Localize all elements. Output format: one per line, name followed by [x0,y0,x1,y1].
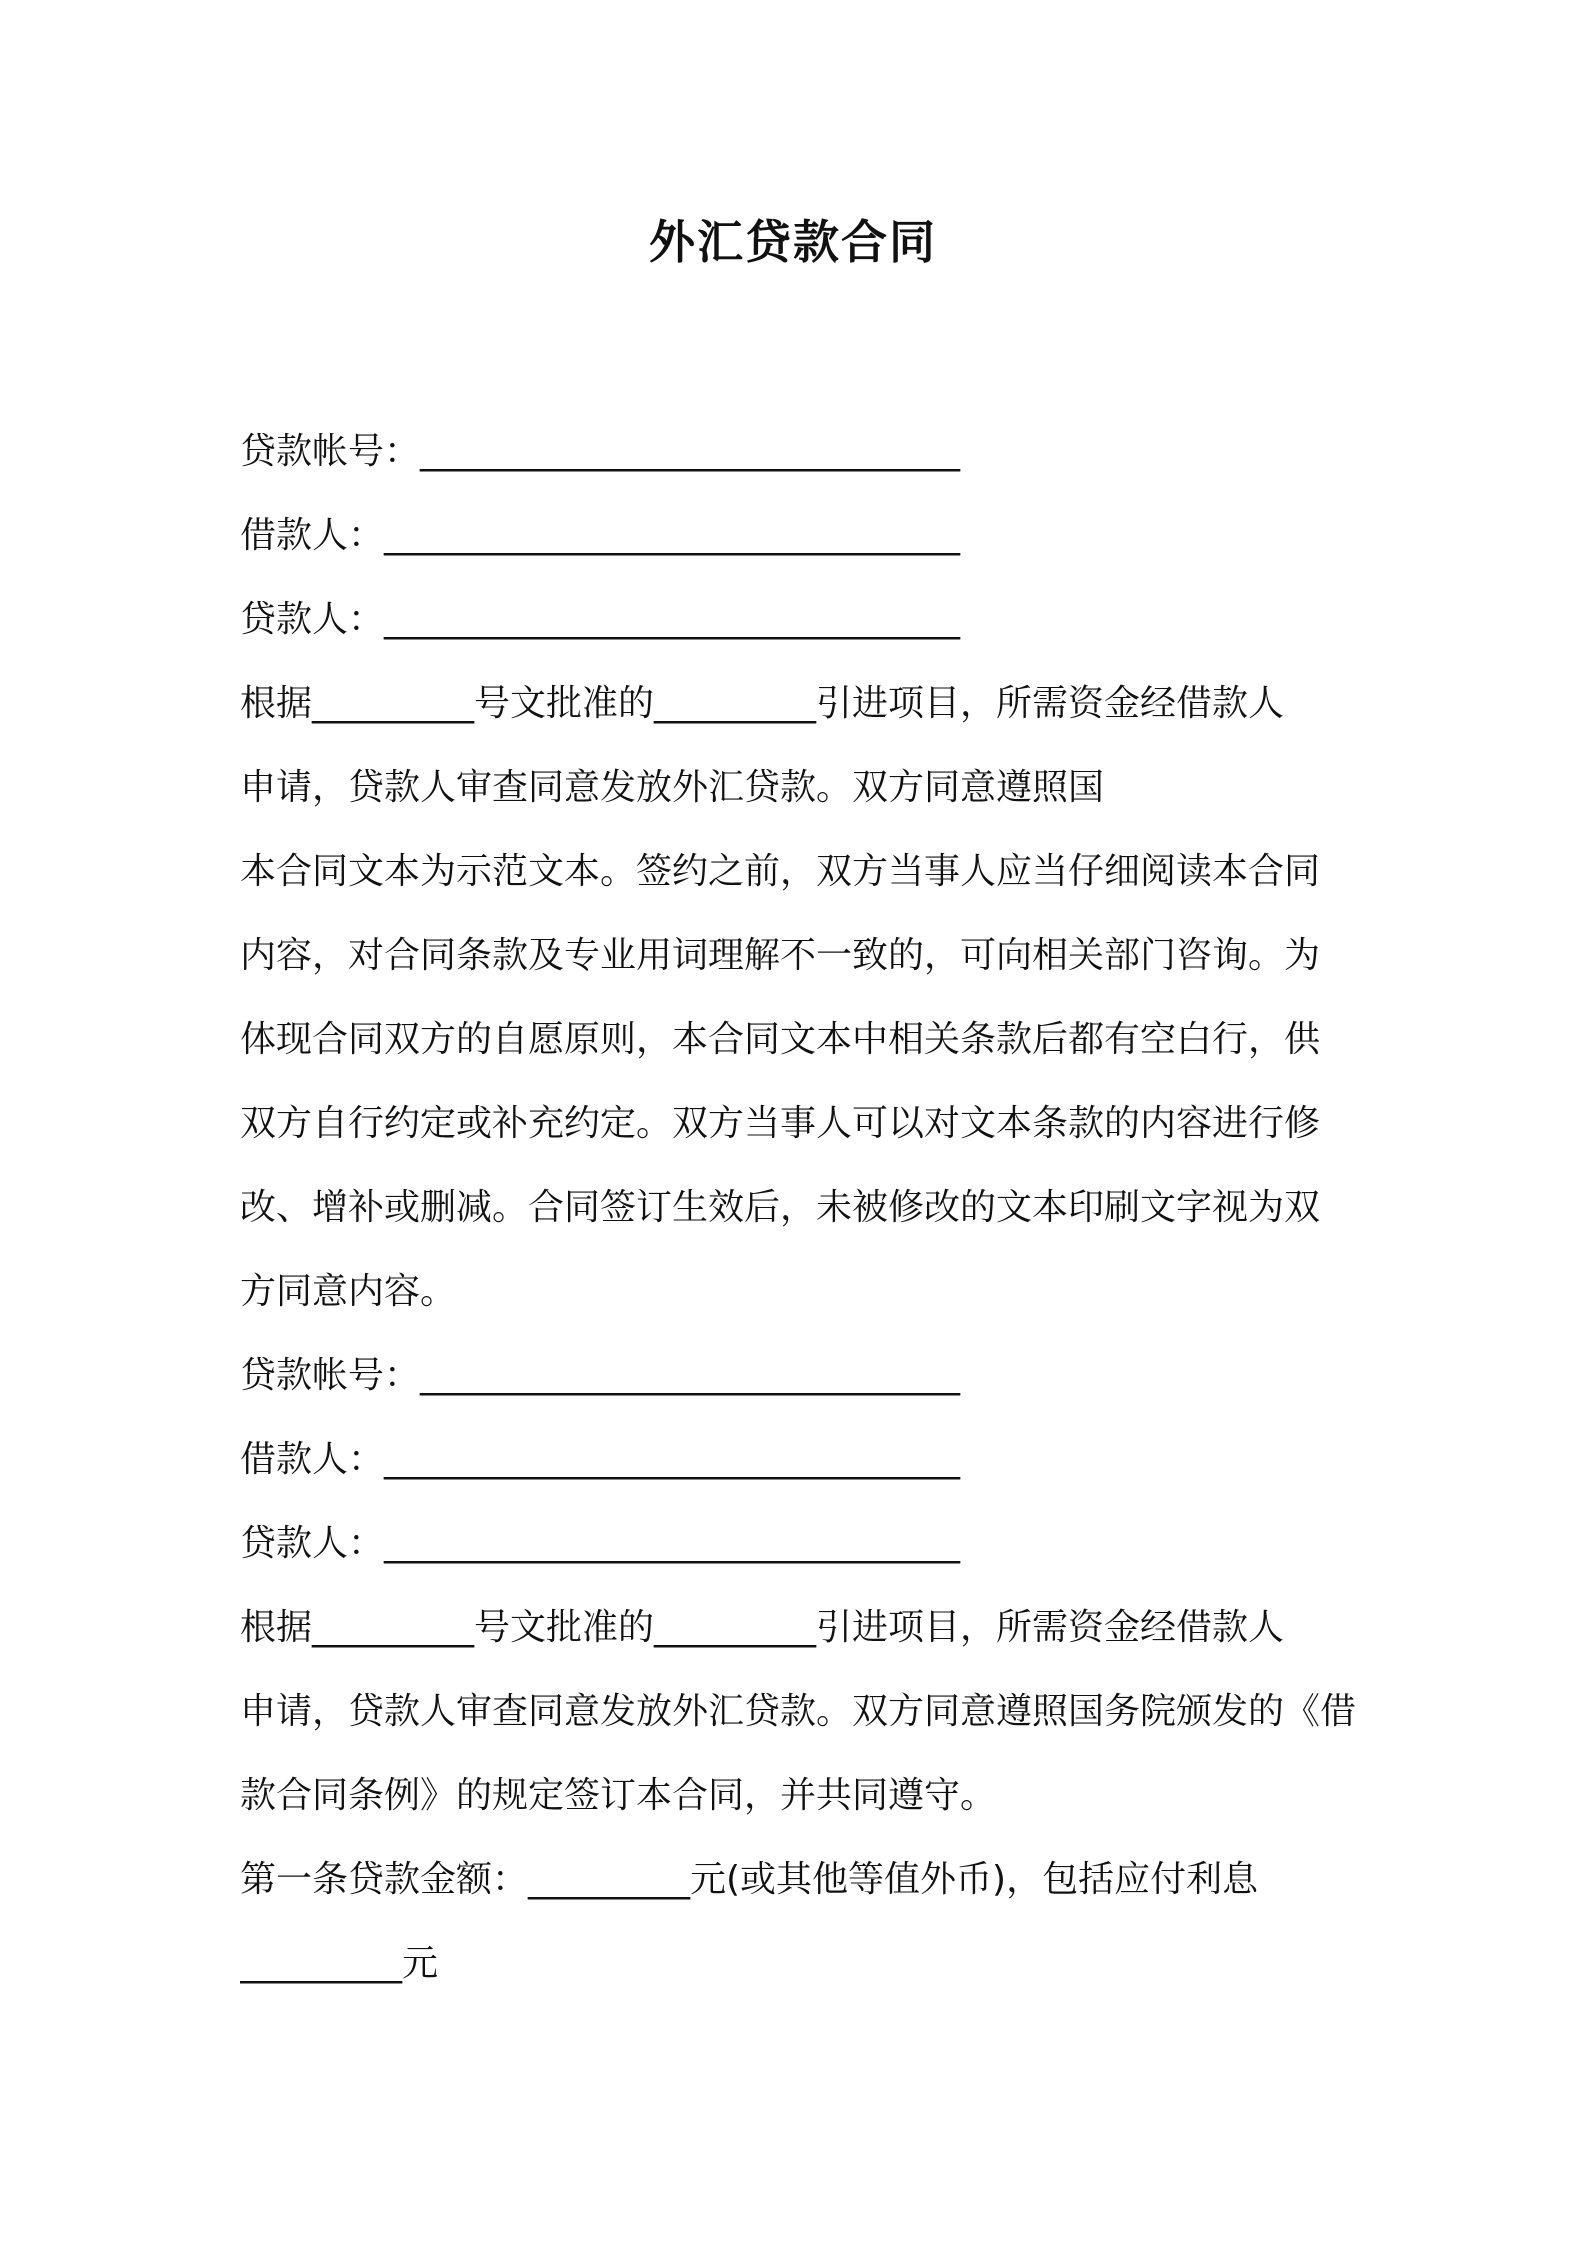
paragraph-line: 体现合同双方的自愿原则，本合同文本中相关条款后都有空白行，供 [240,1019,1321,1060]
document-title: 外汇贷款合同 [649,215,937,269]
field-lender-line: 贷款人：________________________________ [240,1523,961,1564]
paragraph-line: 根据_________号文批准的_________引进项目，所需资金经借款人 [240,1607,1285,1648]
paragraph-line: 本合同文本为示范文本。签约之前，双方当事人应当仔细阅读本合同 [240,851,1321,892]
field-lender-line: 贷款人：________________________________ [240,599,961,640]
paragraph-line: 方同意内容。 [240,1271,457,1312]
paragraph-line: 申请，贷款人审查同意发放外汇贷款。双方同意遵照国务院颁发的《借 [240,1691,1357,1732]
field-loan-account-line: 贷款帐号：______________________________ [240,1355,961,1396]
paragraph-line: 双方自行约定或补充约定。双方当事人可以对文本条款的内容进行修 [240,1103,1321,1144]
article-one-line: 第一条贷款金额：_________元(或其他等值外币)，包括应付利息 [240,1859,1259,1900]
paragraph-line: 改、增补或删减。合同签订生效后，未被修改的文本印刷文字视为双 [240,1187,1321,1228]
field-borrower-line: 借款人：________________________________ [240,1439,961,1480]
document-body [240,410,1360,2006]
article-one-line: _________元 [240,1943,439,1984]
field-loan-account-line: 贷款帐号：______________________________ [240,431,961,472]
field-borrower-line: 借款人：________________________________ [240,515,961,556]
paragraph-line: 申请，贷款人审查同意发放外汇贷款。双方同意遵照国 [240,767,1105,808]
paragraph-line: 根据_________号文批准的_________引进项目，所需资金经借款人 [240,683,1285,724]
paragraph-line: 内容，对合同条款及专业用词理解不一致的，可向相关部门咨询。为 [240,935,1321,976]
paragraph-line: 款合同条例》的规定签订本合同，并共同遵守。 [240,1775,997,1816]
